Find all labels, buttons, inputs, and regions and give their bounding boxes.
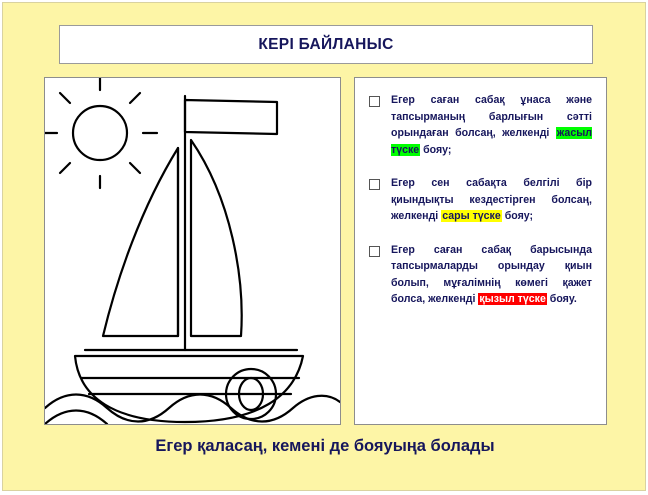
checkbox-icon[interactable] (369, 179, 380, 190)
checkbox-icon[interactable] (369, 96, 380, 107)
instructions-panel (354, 77, 607, 425)
bullet-text-2: Егер сен сабақта белгілі бір қиындықты кездестірген болсаң, желкенді сары түске бояу; (391, 177, 592, 222)
bullet-text-3: Егер саған сабақ барысында тапсырмаларды орындау қиын болып, мұғалімнің көмегі қажет болса, желкенді қызыл түске бояу. (391, 243, 592, 305)
sailboat-with-sun-drawing (45, 78, 340, 424)
highlight-yellow: сары түске (442, 210, 501, 222)
list-item (369, 175, 592, 225)
list-item (369, 242, 592, 308)
slide-canvas (2, 2, 646, 491)
footer-caption: Егер қаласаң, кемені де бояуыңа болады (155, 437, 495, 455)
list-item (369, 92, 592, 158)
checkbox-icon[interactable] (369, 246, 380, 257)
highlight-red: қызыл түске (479, 293, 546, 305)
title-banner (59, 25, 593, 64)
highlight-green: жасыл түске (391, 127, 592, 156)
illustration-panel (44, 77, 341, 425)
bullet-text-1: Егер саған сабақ ұнаса және тапсырманың барлығын сәтті орындаған болсаң, желкенді жасыл түске бояу; (391, 94, 592, 156)
page-title: КЕРІ БАЙЛАНЫС (258, 35, 394, 53)
